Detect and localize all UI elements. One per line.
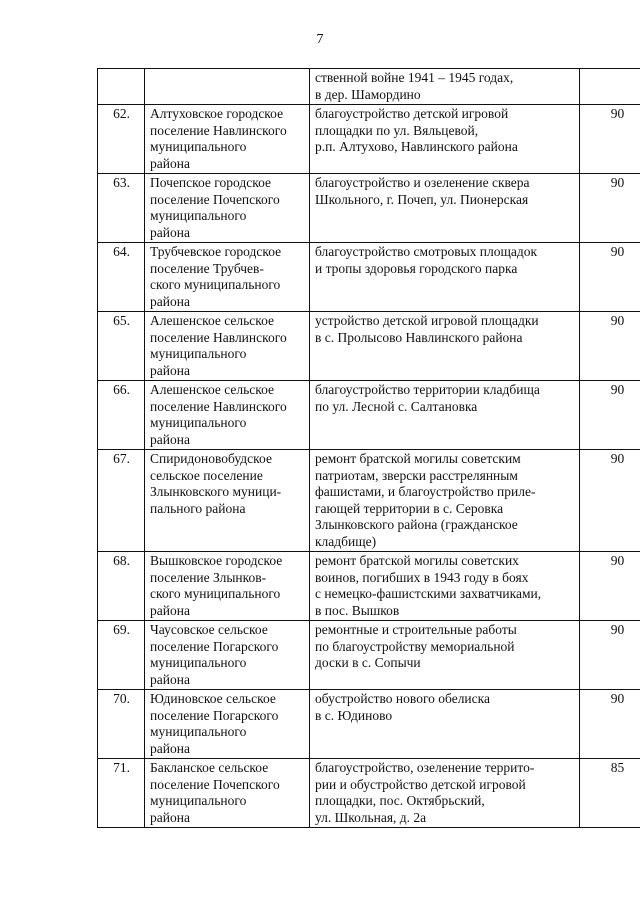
settlement-line: сельское поселение (150, 467, 263, 483)
table-row (98, 690, 640, 759)
settlement-line: Почепское городское (150, 175, 272, 190)
settlement-line: района (150, 602, 190, 618)
table-row (98, 243, 640, 312)
amount-cell: 90 (580, 690, 640, 759)
settlement-cell (145, 759, 310, 828)
project-line: рии и обустройство детской игровой (315, 776, 526, 792)
row-number-cell (98, 69, 145, 105)
settlement-line: пального района (150, 500, 246, 516)
project-line: ремонтные и строительные работы (315, 622, 517, 637)
project-line: ремонт братской могилы советских (315, 553, 519, 568)
settlement-line: муниципального (150, 655, 247, 670)
table-row (98, 552, 640, 621)
settlement-cell (145, 690, 310, 759)
settlement-line: муниципального (150, 139, 247, 154)
project-line: благоустройство смотровых площадок (315, 244, 538, 259)
settlement-line: муниципального (150, 208, 247, 223)
settlement-line: Алешенское сельское (150, 313, 275, 328)
settlement-cell (145, 450, 310, 552)
amount-cell: 90 (580, 312, 640, 381)
project-line: обустройство нового обелиска (315, 691, 490, 706)
project-line: и тропы здоровья городского парка (315, 260, 518, 276)
project-line: благоустройство детской игровой (315, 106, 509, 121)
row-number-cell: 69. (98, 621, 145, 690)
settlement-line: поселение Злынков- (150, 569, 267, 585)
table-row (98, 69, 640, 105)
settlement-line: муниципального (150, 793, 247, 808)
settlement-line: ского муниципального (150, 586, 281, 601)
amount-cell: 85 (580, 759, 640, 828)
project-line: по ул. Лесной с. Салтановка (315, 398, 478, 414)
settlement-line: района (150, 224, 190, 240)
settlement-line: Трубчевское городское (150, 244, 282, 259)
amount-cell: 90 (580, 243, 640, 312)
settlement-line: поселение Навлинского (150, 329, 287, 345)
project-line: патриотам, зверски расстрелянным (315, 467, 518, 483)
amount-cell: 90 (580, 174, 640, 243)
table-row (98, 105, 640, 174)
settlement-line: муниципального (150, 346, 247, 361)
row-number-cell: 67. (98, 450, 145, 552)
settlement-line: района (150, 431, 190, 447)
row-number-cell: 66. (98, 381, 145, 450)
project-line: фашистами, и благоустройство приле- (315, 484, 536, 499)
row-number-cell: 71. (98, 759, 145, 828)
project-line: доски в с. Сопычи (315, 655, 421, 670)
settlement-cell (145, 174, 310, 243)
settlement-line: муниципального (150, 724, 247, 739)
project-line: ремонт братской могилы советским (315, 451, 521, 466)
settlement-line: Алтуховское городское (150, 106, 284, 121)
settlement-line: района (150, 362, 190, 378)
allocation-table (97, 68, 640, 828)
settlement-line: района (150, 293, 190, 309)
table-row (98, 174, 640, 243)
project-line: ул. Школьная, д. 2а (315, 809, 427, 825)
settlement-line: поселение Навлинского (150, 122, 287, 138)
amount-cell: 90 (580, 621, 640, 690)
project-line: в с. Пролысово Навлинского района (315, 329, 523, 345)
settlement-line: Вышковское городское (150, 553, 283, 568)
row-number-cell: 68. (98, 552, 145, 621)
project-cell (310, 552, 580, 621)
settlement-cell (145, 69, 310, 105)
amount-cell: 90 (580, 381, 640, 450)
project-cell (310, 690, 580, 759)
settlement-line: ского муниципального (150, 277, 281, 292)
project-line: площадки по ул. Вяльцевой, (315, 122, 479, 138)
row-number-cell: 62. (98, 105, 145, 174)
settlement-line: района (150, 740, 190, 756)
project-line: благоустройство территории кладбища (315, 382, 540, 397)
project-line: ственной войне 1941 – 1945 годах, (315, 70, 514, 85)
settlement-line: поселение Почепского (150, 776, 280, 792)
project-line: воинов, погибших в 1943 году в боях (315, 569, 529, 585)
settlement-cell (145, 381, 310, 450)
project-line: в пос. Вышков (315, 602, 400, 618)
project-line: устройство детской игровой площадки (315, 313, 539, 328)
row-number-cell: 70. (98, 690, 145, 759)
project-line: по благоустройству мемориальной (315, 638, 515, 654)
settlement-line: Юдиновское сельское (150, 691, 276, 706)
project-line: площадки, пос. Октябрьский, (315, 793, 485, 808)
amount-cell: 90 (580, 450, 640, 552)
project-cell (310, 243, 580, 312)
project-line: гающей территории в с. Серовка (315, 500, 504, 516)
table-row (98, 450, 640, 552)
project-line: благоустройство и озеленение сквера (315, 175, 530, 190)
project-cell (310, 759, 580, 828)
settlement-line: района (150, 671, 190, 687)
row-number-cell: 64. (98, 243, 145, 312)
settlement-line: поселение Погарского (150, 638, 279, 654)
table-body (98, 69, 640, 828)
amount-cell (580, 69, 640, 105)
project-line: Школьного, г. Почеп, ул. Пионерская (315, 191, 529, 207)
settlement-line: поселение Почепского (150, 191, 280, 207)
project-cell (310, 381, 580, 450)
amount-cell: 90 (580, 105, 640, 174)
settlement-line: района (150, 155, 190, 171)
project-cell (310, 69, 580, 105)
settlement-line: Бакланское сельское (150, 760, 269, 775)
settlement-cell (145, 621, 310, 690)
row-number-cell: 63. (98, 174, 145, 243)
settlement-cell (145, 312, 310, 381)
table-row (98, 312, 640, 381)
settlement-line: Злынковского муници- (150, 484, 282, 499)
project-line: в с. Юдиново (315, 707, 393, 723)
project-cell (310, 174, 580, 243)
settlement-cell (145, 105, 310, 174)
project-line: благоустройство, озеленение террито- (315, 760, 535, 775)
table-row (98, 759, 640, 828)
settlement-line: поселение Трубчев- (150, 260, 264, 276)
page-number: 7 (316, 32, 324, 47)
project-cell (310, 312, 580, 381)
amount-cell: 90 (580, 552, 640, 621)
table-row (98, 621, 640, 690)
project-line: кладбище) (315, 533, 377, 549)
settlement-cell (145, 552, 310, 621)
table-row (98, 381, 640, 450)
settlement-line: района (150, 809, 190, 825)
project-line: р.п. Алтухово, Навлинского района (315, 139, 518, 154)
settlement-line: поселение Погарского (150, 707, 279, 723)
settlement-line: Спиридоновобудское (150, 451, 272, 466)
settlement-line: Алешенское сельское (150, 382, 275, 397)
settlement-line: поселение Навлинского (150, 398, 287, 414)
project-cell (310, 105, 580, 174)
settlement-line: муниципального (150, 415, 247, 430)
project-line: Злынковского района (гражданское (315, 517, 518, 532)
settlement-line: Чаусовское сельское (150, 622, 268, 637)
project-cell (310, 450, 580, 552)
project-cell (310, 621, 580, 690)
row-number-cell: 65. (98, 312, 145, 381)
settlement-cell (145, 243, 310, 312)
project-line: в дер. Шамордино (315, 86, 421, 102)
project-line: с немецко-фашистскими захватчиками, (315, 586, 542, 601)
